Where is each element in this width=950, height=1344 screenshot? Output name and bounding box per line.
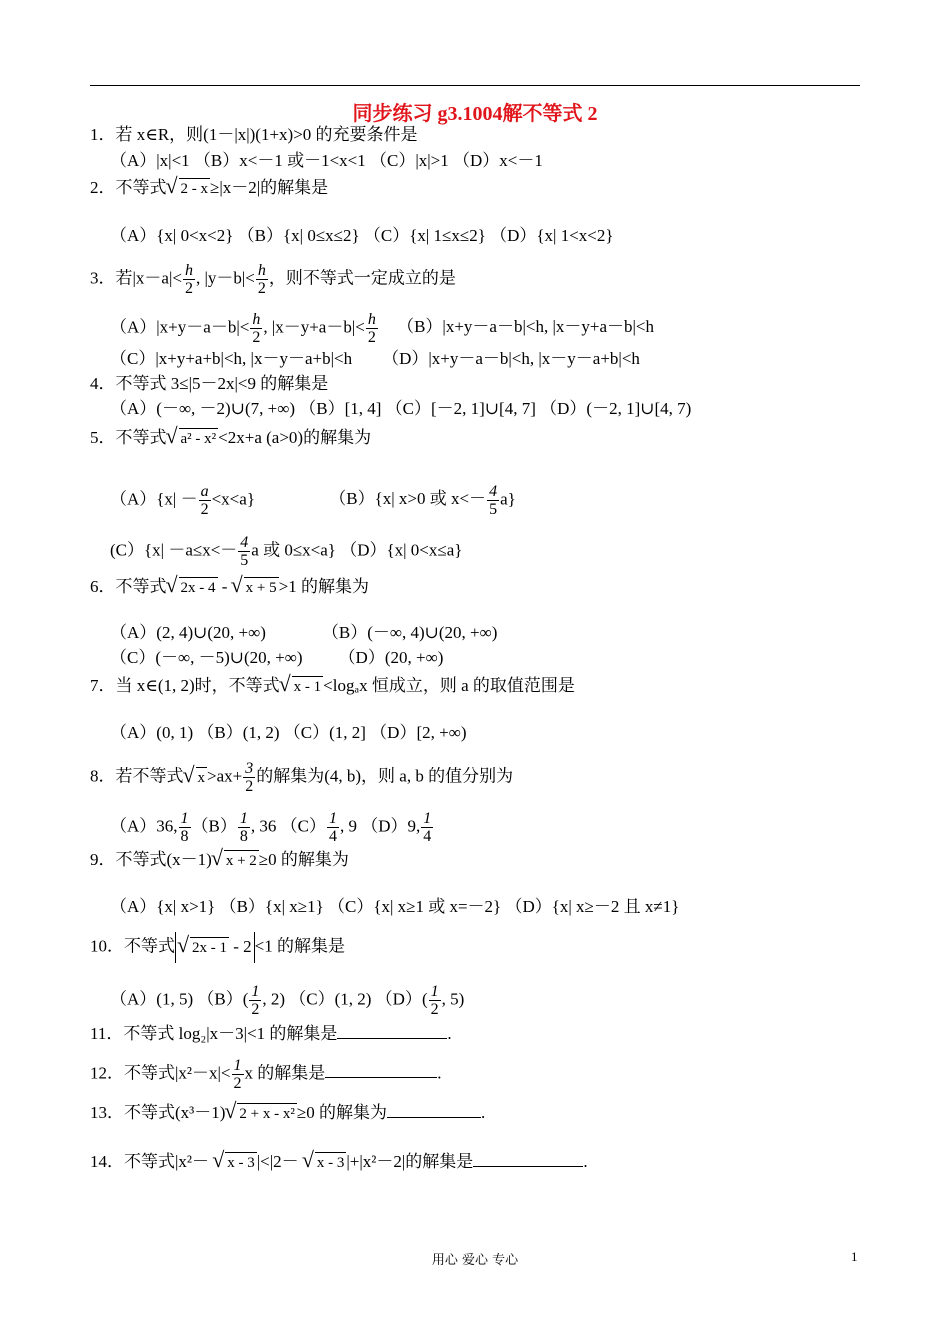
- question-3-option-a: （A）|x+y－a－b|< $\frac{h}{2}$ , |x－y+a－b|< $\frac{h}{2}$ （B）|x+y－a－b|<h, |x－y+a－b|<h: [110, 311, 654, 346]
- question-5-options-cd: (C）{x| －a≤x<－ $\frac{4}{5}$ a 或 0≤x<a} （D）{x| 0<x≤a}: [110, 534, 463, 569]
- question-1-options: （A）|x|<1 （B）x<－1 或－1<x<1 （C）|x|>1 （D）x<－1: [110, 151, 543, 170]
- question-8-options: （A）36, $\frac{1}{8}$ （B） $\frac{1}{8}$ , 36 （C） $\frac{1}{4}$ , 9 （D）9, $\frac{1}{4}$: [110, 810, 432, 845]
- question-10-options: （A）(1, 5) （B）( $\frac{1}{2}$ , 2) （C）(1, 2) （D）( $\frac{1}{2}$ , 5): [110, 983, 465, 1018]
- question-11: 11．不等式 log₂|x－3|<1 的解集是 .: [90, 1024, 452, 1043]
- question-10: 10．不等式 √ 2x - 1 - 2 <1 的解集是: [90, 932, 345, 963]
- fraction-h-over-2: $\frac{h}{2}$: [184, 262, 193, 297]
- question-8: 8．若不等式 √ x >ax+ $\frac{3}{2}$ 的解集为(4, b)，则 a, b 的值分别为: [90, 760, 514, 795]
- question-4: 4．不等式 3≤|5－2x|<9 的解集是: [90, 374, 329, 393]
- question-6: 6．不等式 √ 2x - 4 - √ x + 5 >1 的解集为: [90, 572, 369, 598]
- page-number: 1: [851, 1249, 858, 1264]
- question-3-option-b: （B）|x+y－a－b|<h, |x－y+a－b|<h: [397, 317, 654, 337]
- question-9: 9．不等式(x－1) √ x + 2 ≥0 的解集为: [90, 845, 349, 871]
- question-7-options: （A）(0, 1) （B）(1, 2) （C）(1, 2] （D）[2, +∞): [110, 723, 467, 742]
- top-rule: [90, 85, 860, 86]
- question-3: 3．若|x－a|< $\frac{h}{2}$ , |y－b|< $\frac{h}{2}$ ，则不等式一定成立的是: [90, 262, 456, 297]
- question-6-options-ab: （A）(2, 4)∪(20, +∞) （B）(－∞, 4)∪(20, +∞): [110, 623, 498, 642]
- question-2-options: （A）{x| 0<x<2} （B）{x| 0≤x≤2} （C）{x| 1≤x≤2} （D）{x| 1<x<2}: [110, 226, 614, 245]
- question-13: 13．不等式(x³－1) √ 2 + x - x² ≥0 的解集为 .: [90, 1098, 486, 1124]
- question-5-options-ab: （A）{x| － $\frac{a}{2}$ <x<a} （B）{x| x>0 或 x<－ $\frac{4}{5}$ a}: [110, 483, 516, 518]
- question-12: 12．不等式|x²－x|< $\frac{1}{2}$ x 的解集是 .: [90, 1057, 442, 1092]
- question-14: 14．不等式|x²－ √ x - 3 |<|2－ √ x - 3 |+|x²－2|的解集是 .: [90, 1147, 588, 1173]
- answer-blank: [473, 1150, 583, 1167]
- sqrt-2-minus-x: √ 2 - x: [165, 173, 208, 199]
- question-7: 7．当 x∈(1, 2)时，不等式 √ x - 1 <logₐx 恒成立，则 a 的取值范围是: [90, 671, 575, 697]
- answer-blank: [325, 1061, 437, 1078]
- question-6-options-cd: （C）(－∞, －5)∪(20, +∞) （D）(20, +∞): [110, 648, 444, 667]
- question-2: 2．不等式 √ 2 - x ≥|x－2|的解集是: [90, 173, 329, 199]
- answer-blank: [387, 1101, 481, 1118]
- answer-blank: [337, 1022, 447, 1039]
- question-5: 5．不等式 √ a² - x² <2x+a (a>0)的解集为: [90, 423, 372, 449]
- question-3-options-cd: （C）|x+y+a+b|<h, |x－y－a+b|<h （D）|x+y－a－b|<h, |x－y－a+b|<h: [110, 349, 640, 368]
- fraction-h-over-2: $\frac{h}{2}$: [257, 262, 266, 297]
- page-footer: 用心 爱心 专心: [431, 1253, 519, 1268]
- question-4-options: （A）(－∞, －2)∪(7, +∞) （B）[1, 4] （C）[－2, 1]∪[4, 7] （D）(－2, 1]∪[4, 7): [110, 399, 692, 418]
- page-title: 同步练习 g3.1004解不等式 2: [352, 103, 598, 125]
- question-1: 1．若 x∈R，则(1－|x|)(1+x)>0 的充要条件是: [90, 125, 418, 144]
- question-9-options: （A）{x| x>1} （B）{x| x≥1} （C）{x| x≥1 或 x=－2} （D）{x| x≥－2 且 x≠1}: [110, 897, 680, 916]
